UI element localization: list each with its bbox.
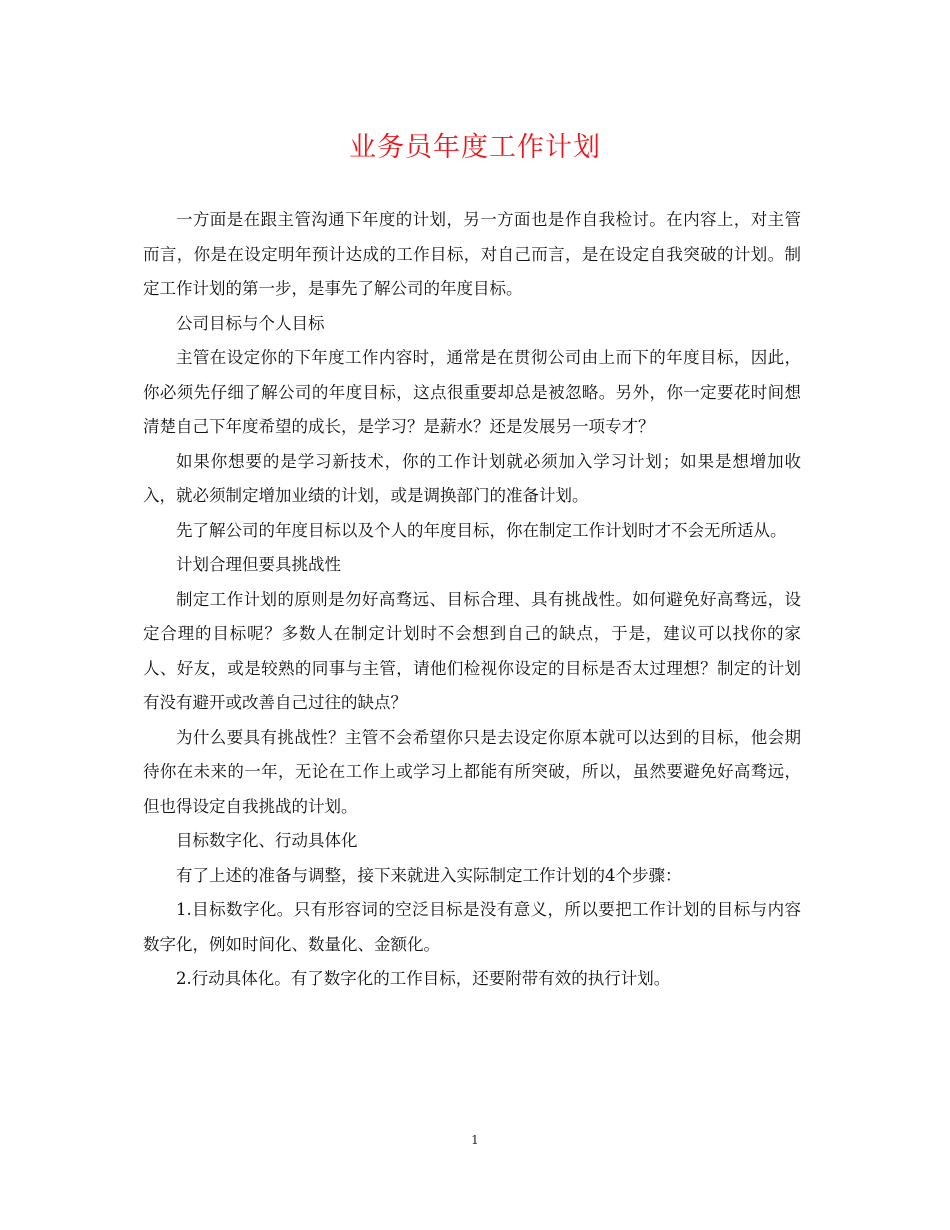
paragraph: 制定工作计划的原则是勿好高骛远、目标合理、具有挑战性。如何避免好高骛远，设定合理的目标呢？多数人在制定计划时不会想到自己的缺点，于是，建议可以找你的家人、好友，或是较熟的同事与主管，请他们检视你设定的目标是否太过理想？制定的计划有没有避开或改善自己过往的缺点？ (143, 589, 801, 712)
section-heading: 目标数字化、行动具体化 (176, 831, 358, 850)
paragraph: 一方面是在跟主管沟通下年度的计划，另一方面也是作自我检讨。在内容上，对主管而言，你是在设定明年预计达成的工作目标，对自己而言，是在设定自我突破的计划。制定工作计划的第一步，是事先了解公司的年度目标。 (143, 210, 801, 298)
section-heading: 计划合理但要具挑战性 (176, 555, 341, 574)
paragraph: 为什么要具有挑战性？主管不会希望你只是去设定你原本就可以达到的目标，他会期待你在未来的一年，无论在工作上或学习上都能有所突破，所以，虽然要避免好高骛远，但也得设定自我挑战的计划。 (143, 727, 801, 816)
document-body (143, 203, 801, 997)
list-item: 1.目标数字化。只有形容词的空泛目标是没有意义，所以要把工作计划的目标与内容数字化，例如时间化、数量化、金额化。 (143, 900, 801, 954)
document-title: 业务员年度工作计划 (349, 132, 601, 163)
paragraph: 主管在设定你的下年度工作内容时，通常是在贯彻公司由上而下的年度目标，因此，你必须先仔细了解公司的年度目标，这点很重要却总是被忽略。另外，你一定要花时间想清楚自己下年度希望的成长，是学习？是薪水？还是发展另一项专才？ (143, 348, 801, 436)
paragraph: 如果你想要的是学习新技术，你的工作计划就必须加入学习计划；如果是想增加收入，就必须制定增加业绩的计划，或是调换部门的准备计划。 (143, 451, 801, 505)
paragraph: 有了上述的准备与调整，接下来就进入实际制定工作计划的4个步骤： (176, 865, 682, 885)
list-item: 2.行动具体化。有了数字化的工作目标，还要附带有效的执行计划。 (176, 969, 671, 988)
paragraph: 先了解公司的年度目标以及个人的年度目标，你在制定工作计划时才不会无所适从。 (176, 520, 787, 540)
section-heading: 公司目标与个人目标 (176, 313, 325, 333)
page-number: 1 (471, 1133, 479, 1147)
